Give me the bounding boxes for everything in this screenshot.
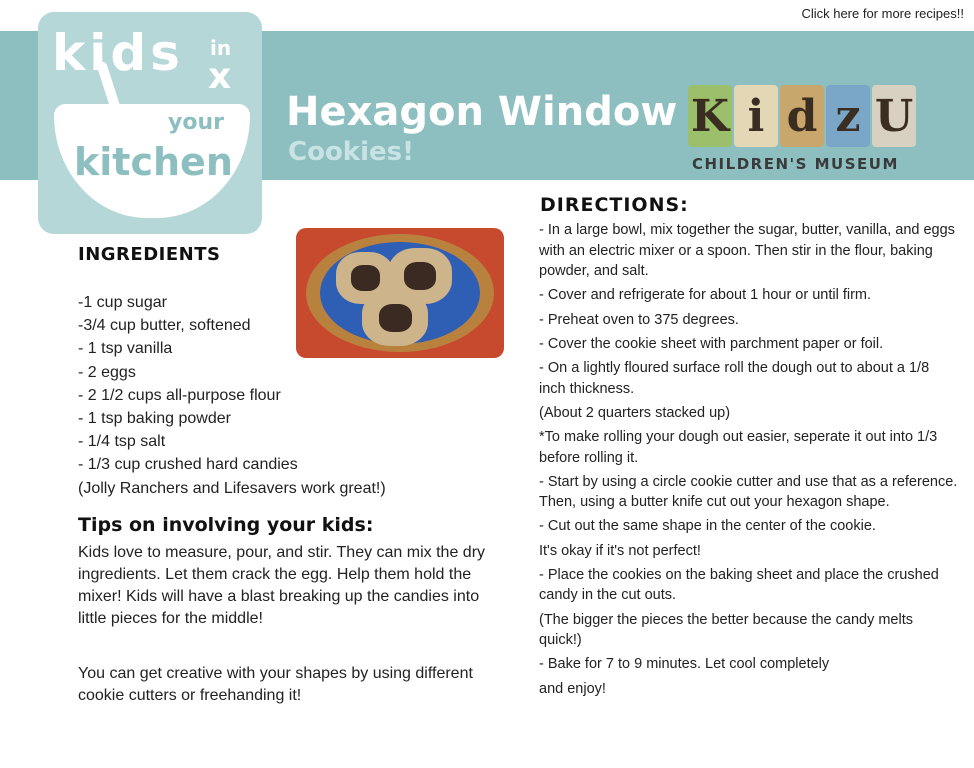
ingredient-item: - 2 1/2 cups all-purpose flour [78, 386, 281, 404]
ingredients-list [78, 291, 386, 500]
logo-word-kids: kids [52, 24, 184, 82]
direction-step: - Cut out the same shape in the center of the cookie. [539, 518, 876, 535]
more-recipes-link[interactable]: Click here for more recipes!! [801, 6, 964, 21]
ingredient-item: -3/4 cup butter, softened [78, 317, 251, 335]
ingredient-item: - 1/3 cup crushed hard candies [78, 456, 298, 474]
direction-step: - Cover and refrigerate for about 1 hour or until firm. [539, 287, 872, 304]
ingredient-item: - 1 tsp vanilla [78, 340, 173, 358]
direction-step: - Preheat oven to 375 degrees. [539, 311, 739, 328]
tips-paragraph: Kids love to measure, pour, and stir. They can mix the dry ingredients. Let them crack the egg. Help them hold the mixer! Kids will have a blast breaking up the candies into little pieces for the middle! [78, 544, 486, 627]
direction-step: - Cover the cookie sheet with parchment paper or foil. [539, 335, 884, 352]
kidzu-letter: U [872, 85, 916, 147]
ingredient-item: -1 cup sugar [78, 294, 167, 311]
direction-step: It's okay if it's not perfect! [539, 542, 701, 559]
kids-in-your-kitchen-logo [38, 12, 262, 234]
tips-paragraph: You can get creative with your shapes by using different cookie cutters or freehanding it! [78, 665, 473, 704]
logo-word-x: x [208, 56, 232, 97]
kidzu-letter: d [780, 85, 824, 147]
ingredient-item: (Jolly Ranchers and Lifesavers work great!) [78, 479, 386, 497]
directions-heading: DIRECTIONS: [540, 194, 689, 216]
logo-word-in: in [210, 36, 232, 60]
direction-step: (The bigger the pieces the better because the candy melts quick!) [539, 611, 913, 649]
direction-step: - Place the cookies on the baking sheet and place the crushed candy in the cut outs. [539, 566, 939, 604]
logo-word-your: your [168, 110, 224, 135]
tips-heading: Tips on involving your kids: [78, 514, 374, 536]
ingredient-item: - 2 eggs [78, 363, 136, 381]
directions-list [539, 220, 959, 703]
kidzu-letter: z [826, 85, 870, 147]
ingredients-heading: INGREDIENTS [78, 244, 221, 265]
direction-step: and enjoy! [539, 680, 606, 697]
direction-step: - On a lightly floured surface roll the dough out to about a 1/8 inch thickness. [539, 359, 930, 397]
ingredient-item: - 1/4 tsp salt [78, 433, 166, 451]
kidzu-letter: i [734, 85, 778, 147]
kidzu-subtitle: CHILDREN'S MUSEUM [692, 155, 899, 173]
ingredient-item: - 1 tsp baking powder [78, 410, 231, 428]
kidzu-letter: K [688, 85, 732, 147]
recipe-subtitle: Cookies! [288, 137, 414, 167]
logo-word-kitchen: kitchen [74, 140, 233, 184]
direction-step: - In a large bowl, mix together the sugar, butter, vanilla, and eggs with an electric mixer or a spoon. Then stir in the flour, baking powder, and salt. [539, 222, 955, 280]
direction-step: (About 2 quarters stacked up) [539, 404, 731, 421]
kidzu-museum-logo [688, 85, 924, 183]
direction-step: - Bake for 7 to 9 minutes. Let cool completely [539, 656, 830, 673]
direction-step: *To make rolling your dough out easier, seperate it out into 1/3 before rolling it. [539, 428, 938, 466]
recipe-title: Hexagon Window [286, 89, 678, 135]
direction-step: - Start by using a circle cookie cutter and use that as a reference. Then, using a butter knife cut out your hexagon shape. [539, 473, 958, 511]
kidzu-letters [688, 85, 916, 147]
